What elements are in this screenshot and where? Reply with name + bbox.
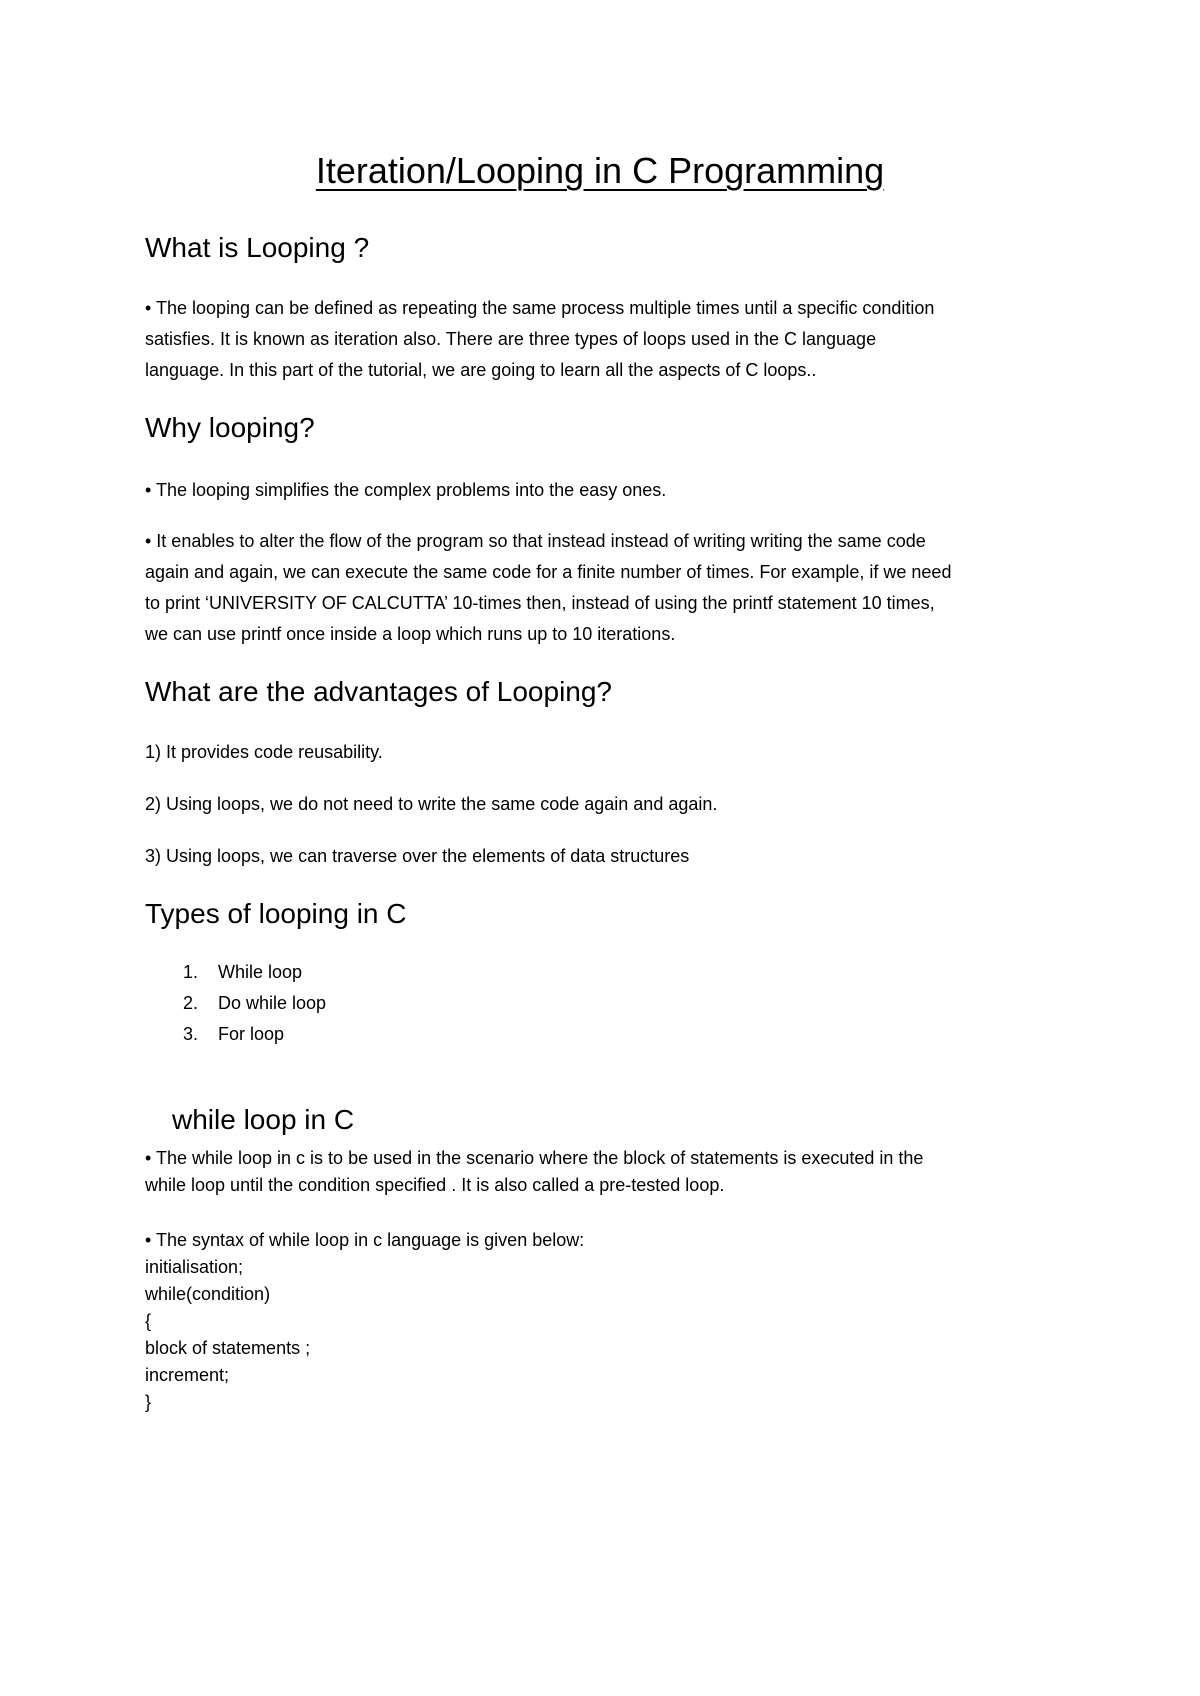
syntax-line: } xyxy=(145,1392,152,1412)
heading-while-loop: while loop in C xyxy=(172,1104,355,1135)
paragraph-line: to print ‘UNIVERSITY OF CALCUTTA’ 10-times then, instead of using the printf statement 10 times, xyxy=(145,593,935,613)
syntax-line: { xyxy=(145,1311,152,1331)
page-title: Iteration/Looping in C Programming xyxy=(315,150,885,191)
paragraph-while-desc xyxy=(145,1145,1065,1199)
paragraph-what-is-looping xyxy=(145,293,1065,386)
paragraph-line: • It enables to alter the flow of the program so that instead instead of writing writing the same code xyxy=(145,531,926,551)
paragraph-why-point-1 xyxy=(145,475,1065,506)
syntax-line: initialisation; xyxy=(145,1257,244,1277)
paragraph-line: • The looping simplifies the complex problems into the easy ones. xyxy=(145,480,667,500)
list-item-text: While loop xyxy=(218,962,303,982)
heading-advantages: What are the advantages of Looping? xyxy=(145,676,613,707)
list-item-number: 3. xyxy=(183,1024,199,1044)
syntax-line: increment; xyxy=(145,1365,230,1385)
paragraph-line: language. In this part of the tutorial, we are going to learn all the aspects of C loops.. xyxy=(145,360,817,380)
list-item-text: For loop xyxy=(218,1024,285,1044)
paragraph-line: we can use printf once inside a loop which runs up to 10 iterations. xyxy=(145,624,676,644)
paragraph-line: while loop until the condition specified . It is also called a pre-tested loop. xyxy=(145,1175,725,1195)
list-item-text: Do while loop xyxy=(218,993,327,1013)
paragraph-line: 3) Using loops, we can traverse over the elements of data structures xyxy=(145,846,690,866)
paragraph-line: • The while loop in c is to be used in the scenario where the block of statements is executed in the xyxy=(145,1148,924,1168)
list-item-number: 1. xyxy=(183,962,199,982)
advantage-item-3 xyxy=(145,841,1065,872)
paragraph-line: • The looping can be defined as repeating the same process multiple times until a specific condition xyxy=(145,298,935,318)
paragraph-line: 1) It provides code reusability. xyxy=(145,742,383,762)
paragraph-line: again and again, we can execute the same code for a finite number of times. For example, if we need xyxy=(145,562,952,582)
advantage-item-1 xyxy=(145,737,1065,768)
heading-why-looping: Why looping? xyxy=(145,412,315,443)
heading-types-of-looping: Types of looping in C xyxy=(145,898,407,929)
advantage-item-2 xyxy=(145,789,1065,820)
paragraph-line: 2) Using loops, we do not need to write the same code again and again. xyxy=(145,794,718,814)
syntax-line: • The syntax of while loop in c language is given below: xyxy=(145,1230,585,1250)
paragraph-line: satisfies. It is known as iteration also. There are three types of loops used in the C language xyxy=(145,329,877,349)
paragraph-why-point-2 xyxy=(145,526,1065,650)
heading-what-is-looping: What is Looping ? xyxy=(145,232,370,263)
syntax-line: while(condition) xyxy=(145,1284,271,1304)
list-item-number: 2. xyxy=(183,993,199,1013)
syntax-line: block of statements ; xyxy=(145,1338,311,1358)
while-syntax-block xyxy=(145,1227,1065,1416)
